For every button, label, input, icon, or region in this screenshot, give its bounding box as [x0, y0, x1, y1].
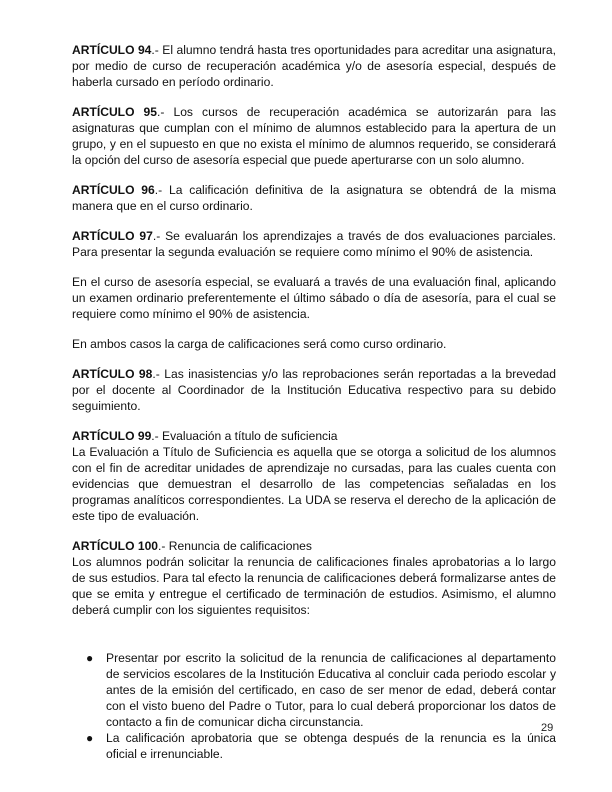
article-96-text: .- La calificación definitiva de la asignatura se obtendrá de la misma manera que en el curso ordinario.: [72, 183, 556, 213]
list-item-text: Presentar por escrito la solicitud de la renuncia de calificaciones al departamento de servicios escolares de la Institución Educativa al concluir cada periodo escolar y antes de la emisión del certificado, en caso de ser menor de edad, deberá contar con el visto bueno del Padre o Tutor, para lo cual deberá proporcionar los datos de contacto a fin de comunicar dicha circunstancia.: [106, 651, 556, 729]
article-95: [72, 104, 556, 168]
article-96: [72, 182, 556, 214]
list-item: [86, 650, 556, 730]
article-99-body: La Evaluación a Título de Suficiencia es aquella que se otorga a solicitud de los alumnos con el fin de acreditar unidades de aprendizaje no cursadas, para las cuales cuenta con evidencias que demuestran el desarrollo de las competencias señaladas en los programas analíticos correspondientes. La UDA se reserva el derecho de la aplicación de este tipo de evaluación.: [72, 445, 556, 523]
article-95-label: ARTÍCULO 95: [72, 105, 158, 119]
article-99: [72, 428, 556, 524]
article-99-label: ARTÍCULO 99: [72, 429, 152, 443]
article-99-title: .- Evaluación a título de suficiencia: [151, 429, 338, 443]
document-page: [72, 42, 556, 762]
article-97-text: .- Se evaluarán los aprendizajes a través de dos evaluaciones parciales. Para presentar la segunda evaluación se requiere como mínimo el 90% de asistencia.: [72, 229, 556, 259]
article-100-label: ARTÍCULO 100: [72, 539, 159, 553]
page-number: 29: [541, 722, 554, 734]
article-95-text: .- Los cursos de recuperación académica se autorizarán para las asignaturas que cumplan con el mínimo de alumnos establecido para la apertura de un grupo, y en el supuesto en que no exista el mínimo de alumnos requerido, se considerará la opción del curso de asesoría especial que puede aperturarse con un solo alumno.: [72, 105, 556, 167]
bullet-icon: ●: [86, 651, 94, 665]
requirements-list: [72, 650, 556, 762]
article-100-title: .- Renuncia de calificaciones: [158, 539, 312, 553]
article-100: [72, 538, 556, 618]
article-98: [72, 366, 556, 414]
article-100-heading: [72, 538, 556, 554]
article-98-label: ARTÍCULO 98: [72, 367, 153, 381]
bullet-icon: ●: [86, 731, 94, 745]
article-100-body: Los alumnos podrán solicitar la renuncia de calificaciones finales aprobatorias a lo largo de sus estudios. Para tal efecto la renuncia de calificaciones deberá formalizarse antes de que se emita y entregue el certificado de terminación de estudios. Asimismo, el alumno deberá cumplir con los siguientes requisitos:: [72, 555, 556, 617]
article-94-label: ARTÍCULO 94: [72, 43, 152, 57]
article-98-text: .- Las inasistencias y/o las reprobaciones serán reportadas a la brevedad por el docente al Coordinador de la Institución Educativa respectivo para su debido seguimiento.: [72, 367, 556, 413]
article-97: [72, 228, 556, 260]
article-97-label: ARTÍCULO 97: [72, 229, 153, 243]
ambos-casos-paragraph: En ambos casos la carga de calificaciones será como curso ordinario.: [72, 337, 447, 351]
article-94-text: .- El alumno tendrá hasta tres oportunidades para acreditar una asignatura, por medio de curso de recuperación académica y/o de asesoría especial, después de haberla cursado en período ordinario.: [72, 43, 556, 89]
article-94: [72, 42, 556, 90]
article-99-heading: [72, 428, 556, 444]
list-item: [86, 730, 556, 762]
asesoria-especial-paragraph: En el curso de asesoría especial, se evaluará a través de una evaluación final, aplicando un examen ordinario preferentemente el último sábado o día de asesoría, para el cual se requiere como mínimo el 90% de asistencia.: [72, 275, 556, 321]
list-item-text: La calificación aprobatoria que se obtenga después de la renuncia es la única oficial e irrenunciable.: [106, 731, 556, 761]
article-96-label: ARTÍCULO 96: [72, 183, 155, 197]
